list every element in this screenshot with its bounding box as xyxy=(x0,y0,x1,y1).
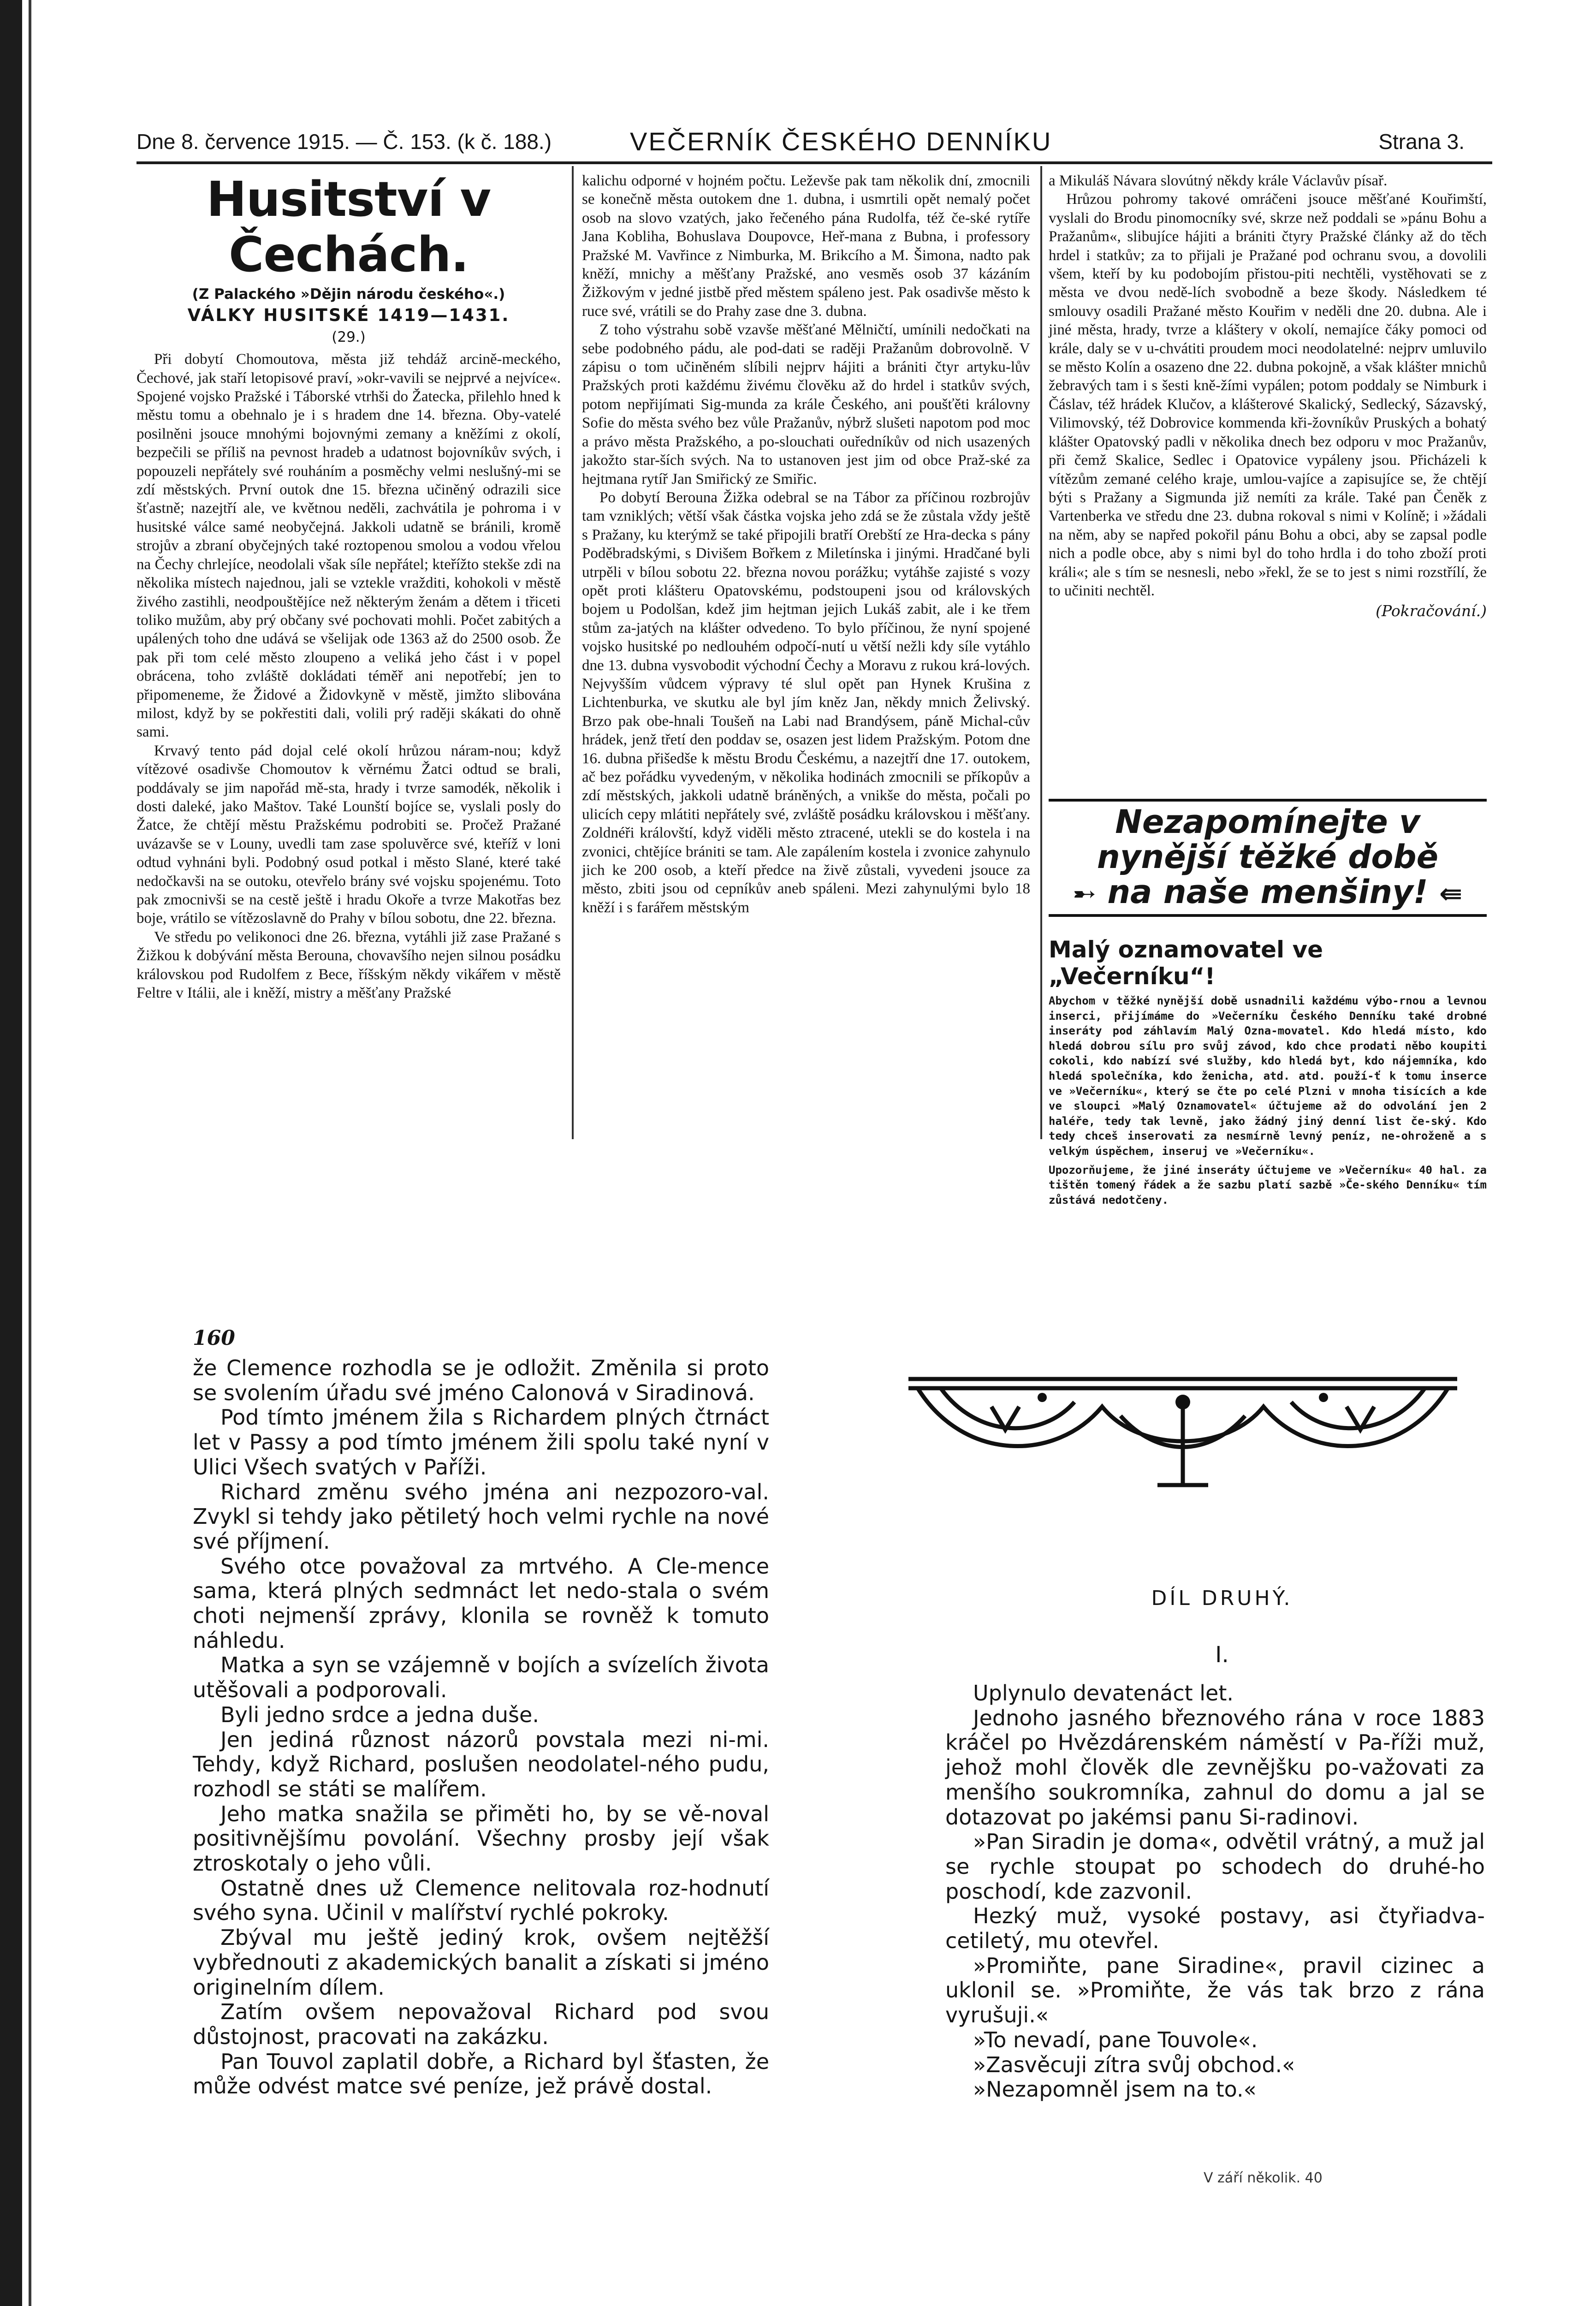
novel-paragraph: »Pan Siradin je doma«, odvětil vrátný, a muž jal se rychle stoupat po schodech do druhé-ho poschodí, kde zazvonil. xyxy=(945,1829,1485,1904)
part-title: DÍL DRUHÝ. xyxy=(1151,1587,1293,1610)
novel-paragraph: Matka a syn se vzájemně v bojích a svízelích života utěšovali a podporovali. xyxy=(193,1652,769,1703)
novel-paragraph: »Zasvěcuji zítra svůj obchod.« xyxy=(973,2052,1295,2077)
novel-paragraph: Hezký muž, vysoké postavy, asi čtyřiadva-cetiletý, mu otevřel. xyxy=(945,1903,1485,1954)
paragraph: Z toho výstrahu sobě vzavše měšťané Mělničtí, umínili nedočkati na sebe podobného pádu, ale pod-dati se raději Pražanům dobrovolně. V zápisu o tom učiněném slíbili nejprv hájiti a brániti čtyr artyku-lův Pražských proti každému živému člověku až do hrdel i statkův svých, potom nepřijímati Sig-munda za krále Českého, ani poušťěti královny Sofie do města svého bez vůle Pražanův, nýbrž slušeti napotom pod moc a právo města Pražského, a po-slouchati ouředníkův od nich usazených jakožto star-ších svých. Na to ustanoven jest jim od obce Praž-ské za hejtmana rytíř Jan Smiřický ze Smiřic. xyxy=(582,321,1030,487)
advert-box xyxy=(1049,796,1487,1207)
continued-note: (Pokračování.) xyxy=(1376,602,1487,620)
article-column-3 xyxy=(1049,172,1487,621)
paragraph: Ve středu po velikonoci dne 26. března, vytáhli již zase Pražané s Žižkou k dobývání města Berouna, chovavšího nejen silnou posádku královskou pod Rudolfem z Bece, říšským někdy vikářem v městě Feltre v Itálii, ale i kněží, mistry a měšťany Pražské xyxy=(136,928,561,1002)
advert-rule xyxy=(1049,799,1487,802)
classified-title: Malý oznamovatel ve „Večerníku“! xyxy=(1049,936,1323,990)
page-number: 160 xyxy=(193,1326,235,1350)
novel-paragraph: Zatím ovšem nepovažoval Richard pod svou důstojnost, pracovati na zakázku. xyxy=(193,1999,769,2049)
chapter-number: I. xyxy=(1215,1642,1229,1668)
novel-paragraph: Zbýval mu ještě jediný krok, ovšem nejtěžší vybřednouti z akademických banalit a získati si jméno originelním dílem. xyxy=(193,1925,769,2000)
advert-slogan: Nezapomínejte v nynější těžké době xyxy=(1097,803,1439,876)
novel-paragraph: Ostatně dnes už Clemence nelitovala roz-hodnutí svého syna. Učinil v malířství rychlé pokroky. xyxy=(193,1875,769,1926)
novel-paragraph: Uplynulo devatenáct let. xyxy=(973,1681,1234,1706)
novel-paragraph: Richard změnu svého jména ani nezpozoro-val. Zvykl si tehdy jako pětiletý hoch velmi rychle na nové své příjmení. xyxy=(193,1479,769,1554)
scan-edge xyxy=(0,0,22,2306)
novel-paragraph: »To nevadí, pane Touvole«. xyxy=(973,2027,1258,2052)
paragraph: a Mikuláš Návara slovútný někdy krále Václavův písař. xyxy=(1049,172,1388,189)
novel-paragraph: že Clemence rozhodla se je odložit. Změnila si proto se svolením úřadu své jméno Calonová v Siradinová. xyxy=(193,1355,769,1405)
classified-body: Abychom v těžké nynější době usnadnili každému výbo-rnou a levnou inserci, přijímáme do »Večerníku Českého Denníku také drobné inseráty pod záhlavím Malý Ozna-movatel. Kdo hledá místo, kdo hledá dobrou sílu pro svůj závod, kdo chce prodati něbo koupiti cokoli, kdo nabízí své služby, kdo hledá byt, kdo nájemníka, kdo hledá společníka, kdo ženicha, atd. atd. použí-ť k tomu inserce ve »Večerníku«, který se čte po celé Plzni v mnoha tisících a kde ve sloupci »Malý Oznamovatel« účtujeme až do odvolání jen 2 haléře, tedy tak levně, jako žádný jiný denní list če-ský. Kdo tedy chceš inserovati za nesmírně levný peníz, ne-ohroženě a s velkým úspěchem, inseruj ve »Večerníku«. xyxy=(1049,994,1487,1158)
novel-paragraph: Pod tímto jménem žila s Richardem plných čtrnáct let v Passy a pod tímto jménem žili spolu také nyní v Ulici Všech svatých v Paříži. xyxy=(193,1405,769,1480)
novel-paragraph: Svého otce považoval za mrtvého. A Cle-mence sama, která plných sedmnáct let nedo-stala o svém choti nejmenší zprávy, klonila se rovněž k tomuto náhledu. xyxy=(193,1553,769,1653)
paragraph: Krvavý tento pád dojal celé okolí hrůzou náram-nou; když vítězové osadivše Chomoutov k věrnému Žatci odtud se brali, poddávaly se jim napořád mě-sta, hrady i tvrze samodék, několik i dosti daleké, jako Maštov. Také Lounští bojíce se, vyslali posly do Žatce, že chtějí městu Pražskému podrobiti se. Pročež Pražané uvázavše se v Louny, uvedli tam zase spoluvěrce své, kteříž v loni odtud vyhnáni byli. Podobný osud potkal i město Slané, které také nedočkavši na se outoku, otevřelo brány své vojsku spojenému. Toto pak zmocnivši se na cestě ještě i hradu Okoře a tvrze Makotřas bez boje, vrátilo se vítězoslavně do Prahy v bílou sobotu, dne 22. března. xyxy=(136,742,561,927)
novel-paragraph: »Promiňte, pane Siradine«, pravil cizinec a uklonil se. »Promiňte, že vás tak brzo z rána vyrušuji.« xyxy=(945,1953,1485,2028)
novel-paragraph: Byli jedno srdce a jedna duše. xyxy=(220,1702,539,1727)
novel-paragraph: Jen jediná různost názorů povstala mezi ni-mi. Tehdy, když Richard, poslušen neodolatel-ného pudu, rozhodl se státi se malířem. xyxy=(193,1727,769,1801)
scan-edge-line xyxy=(29,0,31,2306)
advert-slogan-text: na naše menšiny! xyxy=(1107,873,1428,911)
article-number: (29.) xyxy=(332,328,366,345)
article-headline: Husitství v Čechách. xyxy=(206,171,491,283)
masthead: VEČERNÍK ČESKÉHO DENNÍKU xyxy=(630,127,1052,156)
book-page-number xyxy=(193,1326,235,1350)
paragraph: kalichu odporné v hojném počtu. Leževše pak tam několik dní, zmocnili se konečně města outokem dne 1. dubna, i usmrtili opět nemalý počet osob na slovo vzatých, jako řečeného pána Rudolfa, též če-ské rytíře Jana Kobliha, Bohuslava Doupovce, Heř-mana z Bubna, i professory Pražské M. Vavřince z Nimburka, M. Brikcího a M. Šimona, nadto pak kněží, mnichy a měšťany Pražské, ano vesměs osob 37 kázáním Žižkovým v jedné jistbě před městem spáleno jest. Pak osadivše město k ruce své, vrátili se do Prahy zase dne 3. dubna. xyxy=(582,172,1030,320)
article-source: (Z Palackého »Dějin národu českého«.) xyxy=(192,286,505,303)
paragraph: Při dobytí Chomoutova, města již tehdáž arcině-meckého, Čechové, jak staří letopisové praví, »okr-vavili se nejprvé a nejvíce«. Spojené vojsko Pražské i Táborské vtrhši do Žatecka, přilehlo hned k městu tomu a obehnalo je i s hradem dne 14. března. Oby-vatelé posilněni jsouce mnohými bojovnými zemany a kněžími z okolí, bezpečili se příliš na pevnost hradeb a udatnost bojovníkův svých, i popouzeli nepřátely své rouháním a posměchy velmi neslušný-mi se zdí městských. První outok dne 15. března učiněný odrazili sice šťastně; nazejtří ale, ve květnou neděli, zachvátila je pohroma i v husitské válce samé neobyčejná. Jakkoli udatně se bránili, kromě strojův a zbraní obyčejných také roztopenou smolou a vodou vřelou na Čechy chrlejíce, neodolali však síle nepřátel; kteřížto stekše zdi na několika místech najednou, jali se vztekle vražditi, kohokoli v městě živého zastihli, neodpouštějíce než některým ženám a dětem i třiceti toliko mužům, aby prý občany své pochovati mohli. Počet zabitých a upálených toho dne udává se všelijak ode 1363 až do 2500 osob. Že pak při tom celé město zloupeno a veliká jeho část i v popel obrácena, toho zvláště dokládati téměř ani nepotřebí; jen to připomeneme, že Židové a Židovkyně v městě, jimžto slibována milost, když by se pokřestiti dali, volili prý raději skákati do ohně sami. xyxy=(136,351,561,741)
footer-note: V září několik. 40 xyxy=(1204,2170,1323,2186)
advert-rule xyxy=(1049,914,1487,917)
page-label: Strana 3. xyxy=(1378,130,1465,154)
paragraph: Po dobytí Berouna Žižka odebral se na Tábor za příčinou rozbrojův tam vzniklých; větší však částka vojska jeho zdá se že zůstala vždy ještě s Pražany, ku kterýmž se také připojili bratří Orebští ze Hra-decka s pány Poděbradskými, s Divišem Bořkem z Miletínska i jinými. Hradčané byli utrpěli v bílou sobotu 22. března novou porážku; vytáhše zajisté s vozy opět proti klášteru Opatovskému, podstoupeni jsou od královských bojem u Podolšan, kdež jim hejtman jejich Lukáš zabit, ale i ke třem stům za-jatých na klášter odvedeno. To bylo příčinou, že nyní spojené vojsko husitské po nedlouhém odpočí-nutí u větší nežli kdy síle vytáhlo dne 13. dubna vysvobodit východní Čechy a Moravu z rukou krá-lových. Nejvyšším vůdcem výpravy té slul opět pan Hynek Krušina z Lichtenburka, ve skutku ale byl jím kněz Jan, někdy mnich Želivský. Brzo pak obe-hnali Toušeň na Labi nad Brandýsem, páně Michal-cův hrádek, jenž třetí den poddav se, osazen jest lidem Pražským. Potom dne 16. dubna přišedše k městu Brodu Českému, a nazejtří dne 17. outokem, ač bez pořádku vyvedeným, v několika hodinách zmocnili se příkopův a zdí městských, jakkoli udatně bráněných, a vnikše do města, počali po ulicích cepy mlátiti nepřátely své, zvláště posádku královskou i měšťany. Zoldnéři královští, když viděli město ztracené, utekli se do kostela i na zvonici, chtějíce brániti se tam. Ale zapálením kostela i zvonice zahynulo jich ke 200 osob, a kteří předce na živě zůstali, vyvedeni jsouce za město, zbiti jsou od cepníkův aneb spáleni. Mezi zahynulými bylo 18 kněží i s farářem městským xyxy=(582,489,1030,916)
classified-notice: Upozorňujeme, že jiné inseráty účtujeme ve »Večerníku« 40 hal. za tištěn tomený řádek a že sazbu platí sazbě »Če-ského Denníku« tím zůstává nedotčeny. xyxy=(1049,1163,1487,1206)
novel-paragraph: Jeho matka snažila se přiměti ho, by se vě-noval positivnějšímu povolání. Všechny prosby její však ztroskotaly o jeho vůli. xyxy=(193,1801,769,1876)
article-column-2 xyxy=(582,172,1030,917)
article-series: VÁLKY HUSITSKÉ 1419—1431. xyxy=(187,305,510,326)
novel-paragraph: »Nezapomněl jsem na to.« xyxy=(973,2077,1257,2102)
column-divider xyxy=(1040,166,1042,1139)
novel-paragraph: Jednoho jasného březnového rána v roce 1883 kráčel po Hvězdárenském náměstí v Pa-říži muž, jehož mohl člověk dle zevnějšku po-važovati za menšího soukromníka, zahnul do domu a jal se dotazovat po jakémsi panu Si-radinovi. xyxy=(945,1705,1485,1830)
paragraph: Hrůzou pohromy takové omráčeni jsouce měšťané Kouřimští, vyslali do Brodu pinomocníky své, skrze než poddali se »pánu Bohu a Pražanům«, slibujíce hájiti a brániti čtyry Pražské články až do těch hrdel i statkův; za to přijali je Pražané pod ochranu svou, a dovolili všem, kteří by ku podobojím přistou-piti nechtěli, vystěhovati se z města ve dvou nedě-lích svobodně a beze škody. Následkem té smlouvy osadili Pražané město Kouřim v neděli dne 20. dubna. Ale i jiné města, hrady, tvrze a kláštery v okolí, nemajíce čáky pomoci od krále, daly se v u-chvátiti proudem moci neodolatelné: nejprv umluvilo se město Kolín a osazeno dne 22. dubna pokojně, a však klášter mnichů žebravých tam i s šesti kně-žími vypálen; potom poddaly se Nimburk i Čáslav, též hrádek Klučov, a klášterové Skalický, Sedlecký, Sázavský, Vilimovský, též Dobrovice kommenda kři-žovníkův Pruských a bohatý klášter Opatovský padli v několika dnech bez odporu v moc Pražanův, při čemž Skalice, Sedlec i Opatovice vypáleny jsou. Přicházeli k vítězům zemané celého kraje, umlou-vajíce a zapisujíce se, že chtějí býti s Pražany a Sigmunda již nemíti za krále. Také pan Čeněk z Vartenberka ve středu dne 23. dubna rokoval s nimi v Kolíně; i »žádali na něm, aby se napřed pokořil pánu Bohu a obci, aby se zapsal podle nich a podle obce, aby s nimi byl do toho hrdla i do toho zboží proti králi«; ale s tím se nesnesli, nebo »řekl, že se to jest s nimi rozstřílí, že to učiniti nechtěl. xyxy=(1049,191,1487,599)
issue-date: Dne 8. července 1915. — Č. 153. (k č. 188.) xyxy=(136,130,552,154)
decorative-ornament-icon xyxy=(899,1361,1466,1494)
arrow-right-icon: ➸ xyxy=(1073,878,1096,910)
column-divider xyxy=(572,166,574,1139)
page-header xyxy=(136,125,1474,161)
arrow-left-icon: ⇚ xyxy=(1439,878,1463,910)
novel-left-column xyxy=(193,1356,769,2099)
novel-right-column xyxy=(945,1681,1485,2102)
advert-slogan-line2 xyxy=(1049,874,1487,911)
header-rule xyxy=(136,161,1492,164)
novel-paragraph: Pan Touvol zaplatil dobře, a Richard byl šťasten, že může odvést matce své peníze, jež právě dostal. xyxy=(193,2049,769,2099)
article-column-1 xyxy=(136,172,561,1002)
